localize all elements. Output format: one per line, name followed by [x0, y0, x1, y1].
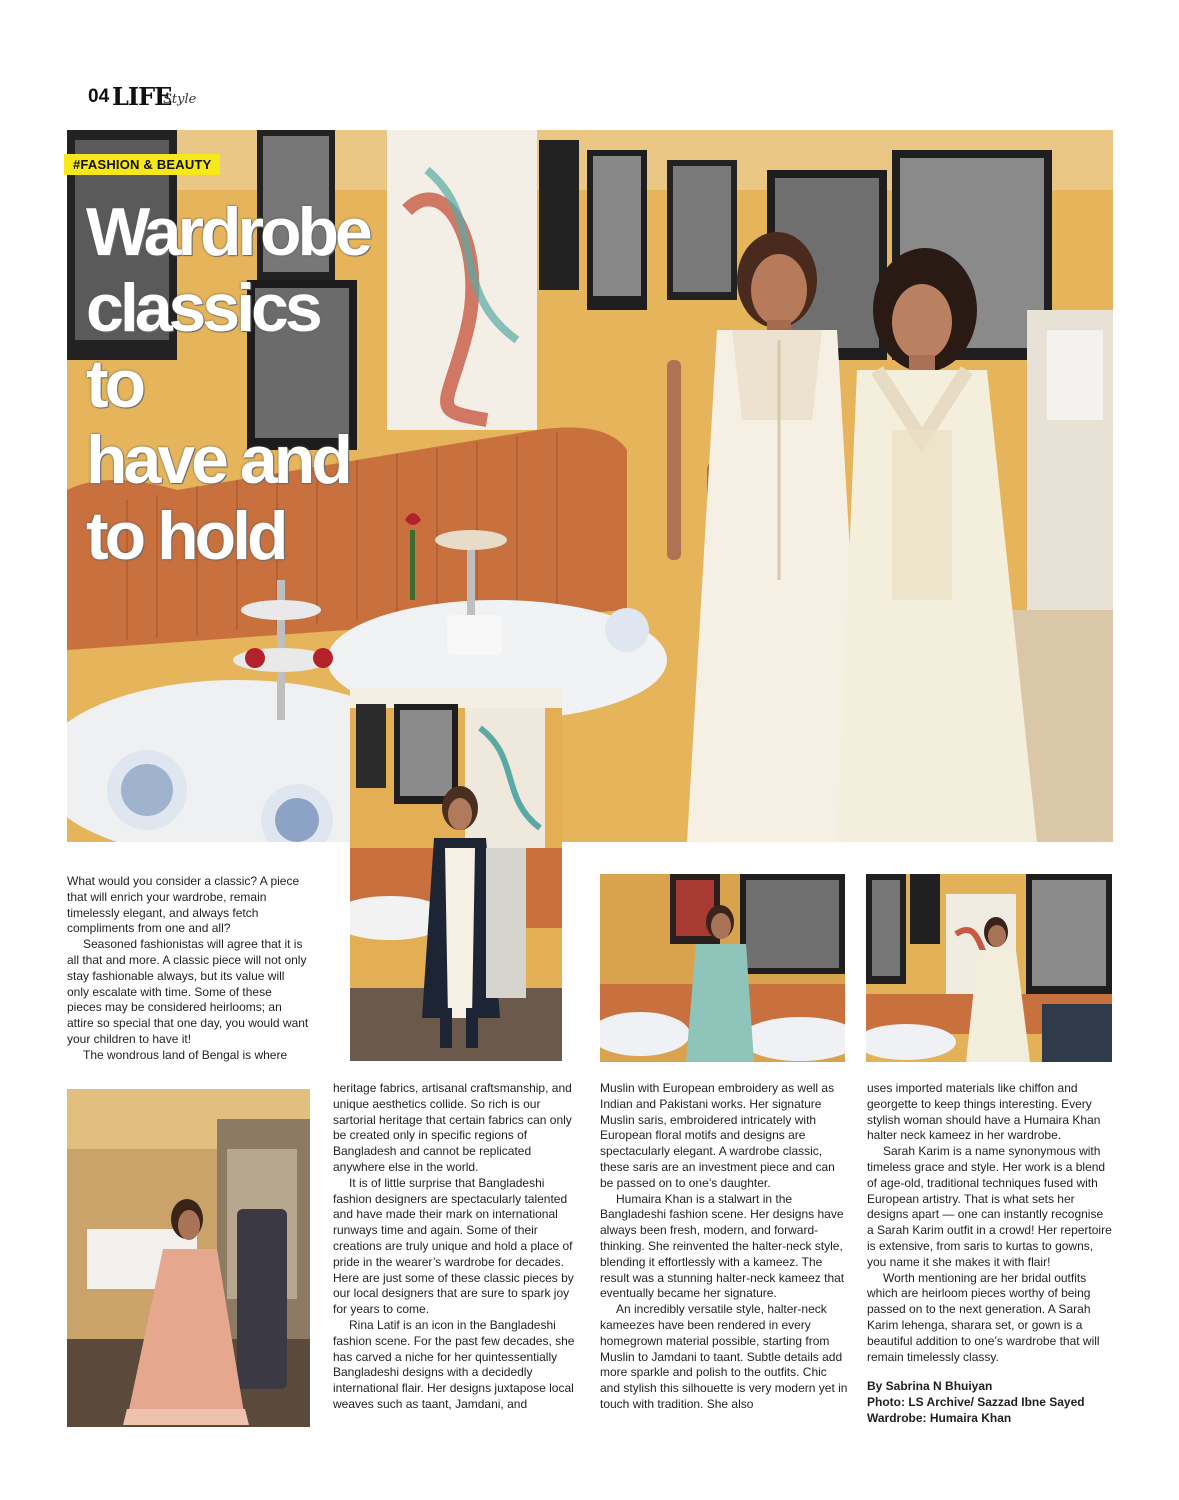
- photo-credit: Photo: LS Archive/ Sazzad Ibne Sayed: [867, 1395, 1085, 1410]
- headline: [86, 194, 386, 574]
- article-column-1: [67, 874, 309, 1064]
- wardrobe-credit: Wardrobe: Humaira Khan: [867, 1410, 1012, 1425]
- magazine-logo: LIFE: [112, 82, 172, 111]
- paragraph: Worth mentioning are her bridal outfits which are heirloom pieces worthy of being passed on to the next generation. A Sarah Karim lehenga, sharara set, or gown is a beautiful addition to one’s wardrobe that will remain timelessly classy.: [867, 1270, 1100, 1364]
- paragraph: Rina Latif is an icon in the Bangladeshi fashion scene. For the past few decades, she has carved a niche for her quintessentially Bangladeshi designs with a decidedly international flair. Her designs juxtapose local weaves such as taant, Jamdani, and: [333, 1317, 575, 1411]
- paragraph: What would you consider a classic? A piece that will enrich your wardrobe, remain timelessly elegant, and always fetch compliments from one and all?: [67, 874, 300, 936]
- paragraph: Muslin with European embroidery as well as Indian and Pakistani works. Her signature Muslin saris, embroidered intricately with European floral motifs and designs are spectacularly elegant. A wardrobe classic, these saris are an investment piece and can be passed on to one’s daughter.: [600, 1081, 835, 1190]
- inset-photo-navy-outfit: [350, 688, 562, 1061]
- article-column-2: [333, 1081, 577, 1413]
- paragraph: The wondrous land of Bengal is where: [83, 1047, 288, 1062]
- paragraph: Humaira Khan is a stalwart in the Bangladeshi fashion scene. Her designs have always been fresh, modern, and forward-thinking. She reinvented the halter-neck style, blending it effortlessly with a kameez. The result was a stunning halter-neck kameez that eventually became her signature.: [600, 1191, 845, 1301]
- article-column-3: [600, 1081, 848, 1413]
- paragraph: It is of little surprise that Bangladeshi fashion designers are spectacularly talented and have made their mark on international runways time and again. Some of their creations are truly unique and hold a place of pride in the wearer’s wardrobe for decades. Here are just some of these classic pieces by our local designers that are sure to spark joy for years to come.: [333, 1175, 574, 1317]
- page-number: 04: [88, 86, 110, 107]
- headline-line-3: have and: [86, 422, 349, 498]
- headline-line-2: classics to: [86, 270, 319, 422]
- paragraph: Seasoned fashionistas will agree that it is all that and more. A classic piece will not only stay fashionable always, but its value will only escalate with time. Some of these pieces may be considered heirlooms; an attire so special that one day, you would want your children to have it!: [67, 937, 309, 1046]
- paragraph: uses imported materials like chiffon and georgette to keep things interesting. Every stylish woman should have a Humaira Khan halter neck kameez in her wardrobe.: [867, 1081, 1101, 1143]
- byline: By Sabrina N Bhuiyan: [867, 1379, 993, 1394]
- magazine-logo-subtitle: Style: [163, 92, 197, 107]
- paragraph: heritage fabrics, artisanal craftsmanship, and unique aesthetics collide. So rich is our sartorial heritage that certain fabrics can only be created only in specific regions of Bangladesh and cannot be replicated anywhere else in the world.: [333, 1081, 572, 1174]
- headline-line-4: to hold: [86, 498, 285, 574]
- paragraph: Sarah Karim is a name synonymous with timeless grace and style. Her work is a blend of age-old, traditional techniques fused with European artistry. That is what sets her designs apart — one can instantly recognise a Sarah Karim outfit in a crowd! Her repertoire is extensive, from saris to kurtas to gowns, you name it she makes it with flair!: [867, 1144, 1112, 1269]
- article-column-4: [867, 1081, 1113, 1427]
- section-tag: #FASHION & BEAUTY: [64, 154, 220, 175]
- headline-line-1: Wardrobe: [86, 194, 369, 270]
- photo-ivory-outfit: [866, 874, 1112, 1062]
- photo-peach-gown: [67, 1089, 310, 1427]
- paragraph: An incredibly versatile style, halter-neck kameezes have been rendered in every homegrown material possible, starting from Muslin to Jamdani to taant. Subtle details add more sparkle and polish to the outfits. Chic and stylish this silhouette is very modern yet in touch with tradition. She also: [600, 1302, 848, 1411]
- photo-mint-outfit: [600, 874, 845, 1062]
